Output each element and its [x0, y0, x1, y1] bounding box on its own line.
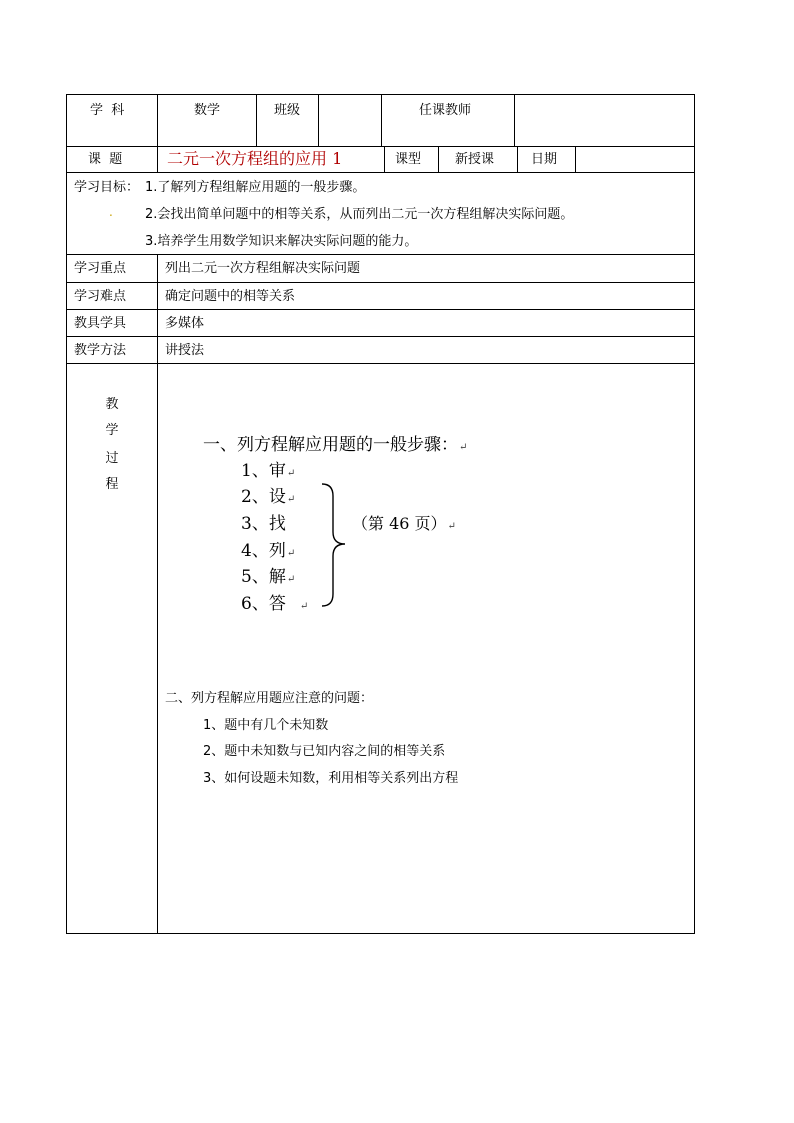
- objective-item: 2.会找出简单问题中的相等关系，从而列出二元一次方程组解决实际问题。: [145, 207, 574, 222]
- difficulty-value: 确定问题中的相等关系: [165, 289, 296, 304]
- note-item: 2、题中未知数与已知内容之间的相等关系: [203, 744, 446, 759]
- col-divider: [438, 146, 439, 172]
- class-label: 班级: [274, 103, 301, 118]
- page-reference-text: （第 46 页）: [352, 514, 447, 533]
- step-text: 1、审: [241, 461, 286, 481]
- bullet-dot: .: [109, 205, 113, 219]
- section1-title-text: 一、列方程解应用题的一般步骤：: [203, 435, 458, 455]
- section1-title: [203, 437, 467, 454]
- return-mark: ↵: [286, 548, 296, 559]
- col-divider: [384, 146, 385, 172]
- difficulty-label: 学习难点: [74, 289, 127, 304]
- note-item: 1、题中有几个未知数: [203, 718, 329, 733]
- step-item: [241, 489, 295, 506]
- date-label: 日期: [531, 152, 558, 167]
- step-item: [241, 516, 286, 533]
- topic-value: 二元一次方程组的应用 1: [167, 149, 343, 168]
- row-divider: [66, 146, 695, 147]
- step-item: [241, 543, 295, 560]
- return-mark: ↵: [459, 442, 468, 453]
- col-divider: [517, 146, 518, 172]
- row-divider: [66, 336, 695, 337]
- col-divider: [575, 146, 576, 172]
- step-text: 4、列: [241, 541, 286, 561]
- process-label-char: 过: [105, 451, 119, 466]
- col-divider: [157, 254, 158, 934]
- right-brace-icon: [318, 482, 348, 608]
- topic-label: 课 题: [88, 152, 123, 167]
- return-mark: ↵: [286, 468, 296, 479]
- row-divider: [66, 309, 695, 310]
- process-label-char: 程: [105, 477, 119, 492]
- step-item: [241, 596, 308, 613]
- subject-label: 学 科: [90, 103, 125, 118]
- col-divider: [256, 94, 257, 146]
- col-divider: [514, 94, 515, 146]
- return-mark: ↵: [286, 574, 296, 585]
- row-divider: [66, 363, 695, 364]
- col-divider: [157, 146, 158, 172]
- note-item: 3、如何设题未知数，利用相等关系列出方程: [203, 771, 459, 786]
- objectives-label: 学习目标：: [74, 180, 140, 195]
- step-text: 6、答: [241, 594, 286, 614]
- type-value: 新授课: [455, 152, 495, 167]
- key-point-label: 学习重点: [74, 261, 127, 276]
- type-label: 课型: [395, 152, 422, 167]
- row-divider: [66, 282, 695, 283]
- row-divider: [66, 254, 695, 255]
- return-mark: ↵: [447, 521, 456, 532]
- teaching-aids-label: 教具学具: [74, 316, 127, 331]
- teaching-aids-value: 多媒体: [165, 316, 205, 331]
- col-divider: [157, 94, 158, 146]
- step-text: 2、设: [241, 487, 286, 507]
- teacher-label: 任课教师: [419, 103, 472, 118]
- section2-title: 二、列方程解应用题应注意的问题：: [165, 691, 374, 706]
- return-mark: ↵: [286, 494, 296, 505]
- page-reference: [352, 516, 456, 532]
- col-divider: [318, 94, 319, 146]
- teaching-method-value: 讲授法: [165, 343, 205, 358]
- subject-value: 数学: [194, 103, 221, 118]
- col-divider: [381, 94, 382, 146]
- teaching-method-label: 教学方法: [74, 343, 127, 358]
- objective-item: 1.了解列方程组解应用题的一般步骤。: [145, 180, 366, 195]
- step-text: 5、解: [241, 567, 286, 587]
- key-point-value: 列出二元一次方程组解决实际问题: [165, 261, 361, 276]
- process-label-char: 学: [105, 423, 119, 438]
- return-mark: ↵: [299, 601, 309, 612]
- process-label-char: 教: [105, 397, 119, 412]
- row-divider: [66, 172, 695, 173]
- step-item: [241, 569, 295, 586]
- objective-item: 3.培养学生用数学知识来解决实际问题的能力。: [145, 234, 418, 249]
- step-text: 3、找: [241, 514, 286, 534]
- step-item: [241, 463, 295, 480]
